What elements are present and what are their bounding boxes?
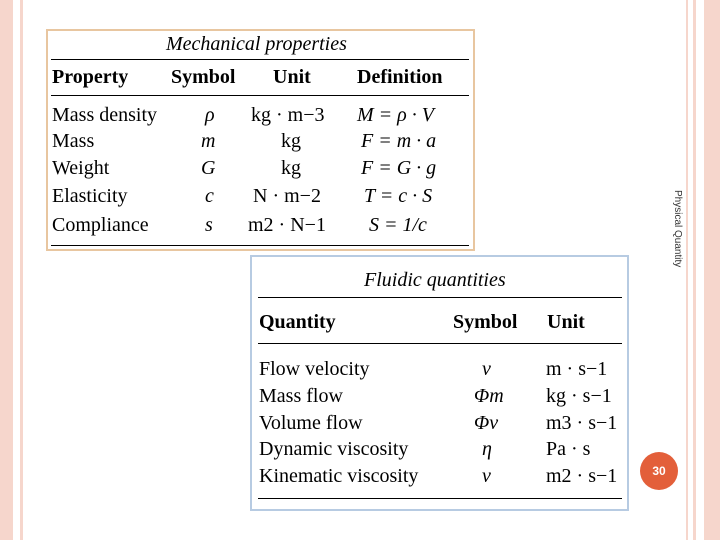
left-border-line bbox=[20, 0, 23, 540]
symbol-cell: G bbox=[201, 157, 216, 179]
unit-cell: Pa · s bbox=[546, 438, 591, 460]
table-title: Fluidic quantities bbox=[364, 269, 506, 291]
fluidic-quantities-table bbox=[250, 255, 629, 511]
slide-side-label: Physical Quantity bbox=[672, 190, 683, 268]
symbol-cell: Φm bbox=[474, 385, 504, 407]
header-symbol: Symbol bbox=[453, 311, 518, 333]
definition-cell: M = ρ · V bbox=[357, 104, 434, 126]
table-rule bbox=[258, 297, 622, 298]
header-symbol: Symbol bbox=[171, 66, 236, 88]
unit-cell: N · m−2 bbox=[253, 185, 321, 207]
table-title: Mechanical properties bbox=[166, 33, 347, 55]
table-rule bbox=[51, 59, 469, 60]
quantity-cell: Flow velocity bbox=[259, 358, 370, 380]
symbol-cell: η bbox=[482, 438, 492, 460]
unit-cell: m2 · s−1 bbox=[546, 465, 618, 487]
property-cell: Elasticity bbox=[52, 185, 128, 207]
unit-cell: m3 · s−1 bbox=[546, 412, 618, 434]
right-border-line bbox=[693, 0, 696, 540]
property-cell: Weight bbox=[52, 157, 110, 179]
symbol-cell: v bbox=[482, 358, 491, 380]
header-unit: Unit bbox=[273, 66, 311, 88]
definition-cell: F = m · a bbox=[361, 130, 437, 152]
symbol-cell: Φv bbox=[474, 412, 499, 434]
left-border-stripe bbox=[0, 0, 13, 540]
definition-cell: F = G · g bbox=[361, 157, 437, 179]
table-rule bbox=[258, 498, 622, 499]
header-definition: Definition bbox=[357, 66, 443, 88]
symbol-cell: c bbox=[205, 185, 214, 207]
definition-cell: T = c · S bbox=[364, 185, 433, 207]
table-rule bbox=[51, 95, 469, 96]
quantity-cell: Dynamic viscosity bbox=[259, 438, 409, 460]
symbol-cell: m bbox=[201, 130, 216, 152]
header-property: Property bbox=[52, 66, 129, 88]
header-unit: Unit bbox=[547, 311, 585, 333]
property-cell: Compliance bbox=[52, 214, 149, 236]
table-rule bbox=[258, 343, 622, 344]
symbol-cell: s bbox=[205, 214, 213, 236]
unit-cell: kg bbox=[281, 130, 301, 152]
symbol-cell: ν bbox=[482, 465, 491, 487]
quantity-cell: Kinematic viscosity bbox=[259, 465, 419, 487]
property-cell: Mass density bbox=[52, 104, 157, 126]
header-quantity: Quantity bbox=[259, 311, 336, 333]
right-border-stripe bbox=[704, 0, 720, 540]
mechanical-properties-table bbox=[46, 29, 475, 251]
table-rule bbox=[51, 245, 469, 246]
quantity-cell: Volume flow bbox=[259, 412, 363, 434]
symbol-cell: ρ bbox=[205, 104, 215, 126]
unit-cell: kg bbox=[281, 157, 301, 179]
right-border-line bbox=[686, 0, 688, 540]
page-number-badge: 30 bbox=[640, 452, 678, 490]
definition-cell: S = 1/c bbox=[369, 214, 427, 236]
quantity-cell: Mass flow bbox=[259, 385, 343, 407]
unit-cell: m2 · N−1 bbox=[248, 214, 326, 236]
unit-cell: kg · s−1 bbox=[546, 385, 612, 407]
unit-cell: kg · m−3 bbox=[251, 104, 325, 126]
property-cell: Mass bbox=[52, 130, 95, 152]
unit-cell: m · s−1 bbox=[546, 358, 608, 380]
